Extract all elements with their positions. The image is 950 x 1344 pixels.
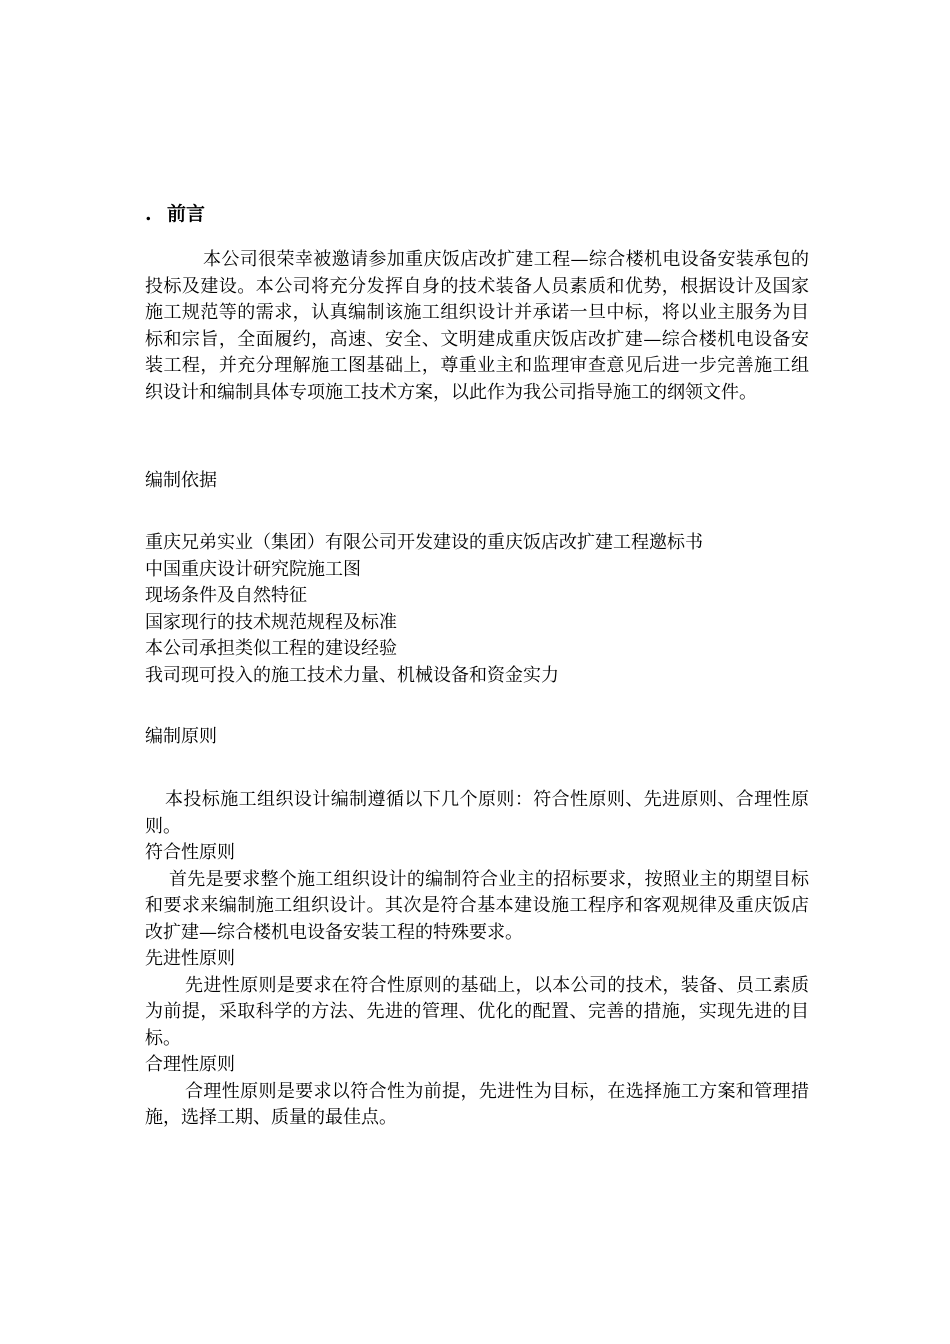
- principles-title: 编制原则: [145, 726, 217, 747]
- basis-title-block: [145, 468, 809, 495]
- advanced-text: 先进性原则是要求在符合性原则的基础上，以本公司的技术，装备、员工素质为前提，采取科学的方法、先进的管理、优化的配置、完善的措施，实现先进的目标。: [145, 974, 809, 1049]
- principles-title-block: [145, 724, 809, 751]
- rational-text: 合理性原则是要求以符合性为前提，先进性为目标，在选择施工方案和管理措施，选择工期、质量的最佳点。: [145, 1080, 809, 1128]
- basis-item: 本公司承担类似工程的建设经验: [145, 638, 397, 659]
- conformity-title: 符合性原则: [145, 842, 235, 863]
- principles-intro: 本投标施工组织设计编制遵循以下几个原则：符合性原则、先进原则、合理性原则。: [145, 789, 809, 837]
- basis-item: 现场条件及自然特征: [145, 585, 307, 606]
- heading-bullet: .: [145, 203, 152, 225]
- intro-block: [145, 247, 809, 406]
- section-heading: [145, 200, 205, 228]
- basis-item: 国家现行的技术规范规程及标准: [145, 611, 397, 633]
- advanced-title: 先进性原则: [145, 948, 235, 969]
- rational-title: 合理性原则: [145, 1054, 235, 1075]
- basis-list: [145, 530, 809, 689]
- basis-item: 我司现可投入的施工技术力量、机械设备和资金实力: [145, 664, 559, 686]
- basis-item: 中国重庆设计研究院施工图: [145, 558, 361, 580]
- basis-title: 编制依据: [145, 470, 217, 491]
- heading-title: 前言: [167, 203, 206, 225]
- conformity-text: 首先是要求整个施工组织设计的编制符合业主的招标要求，按照业主的期望目标和要求来编制施工组织设计。其次是符合基本建设施工程序和客观规律及重庆饭店改扩建—综合楼机电设备安装工程的特殊要求。: [145, 868, 809, 943]
- intro-paragraph: 本公司很荣幸被邀请参加重庆饭店改扩建工程—综合楼机电设备安装承包的投标及建设。本公司将充分发挥自身的技术装备人员素质和优势，根据设计及国家施工规范等的需求，认真编制该施工组织设计并承诺一旦中标，将以业主服务为目标和宗旨，全面履约，高速、安全、文明建成重庆饭店改扩建—综合楼机电设备安装工程，并充分理解施工图基础上，尊重业主和监理审查意见后进一步完善施工组织设计和编制具体专项施工技术方案，以此作为我公司指导施工的纲领文件。: [145, 249, 809, 403]
- basis-item: 重庆兄弟实业（集团）有限公司开发建设的重庆饭店改扩建工程邀标书: [145, 532, 703, 553]
- principles-block: [145, 787, 809, 1132]
